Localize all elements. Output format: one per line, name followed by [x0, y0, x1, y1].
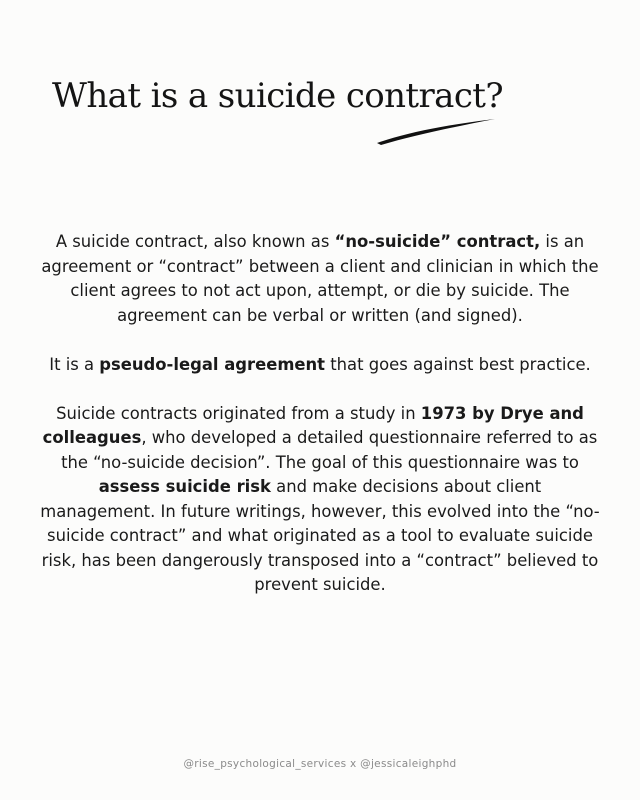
emphasis-text: “no-suicide” contract, [334, 232, 541, 251]
paragraph-text: , who developed a detailed questionnaire referred to as the “no-suicide decision”. The goal of this questionnaire was to [61, 428, 598, 472]
paragraph-text: that goes against best practice. [325, 354, 591, 374]
emphasis-text: assess suicide risk [98, 477, 271, 496]
footer-credit: @rise_psychological_services x @jessicaleighphd [183, 758, 457, 770]
paragraph-definition [40, 230, 600, 328]
paragraph-text: and make decisions about client management. In future writings, however, this evolved into the “no-suicide contract” and what originated as a tool to evaluate suicide risk, has been dangerously transposed into a “contract” believed to prevent suicide. [40, 477, 600, 594]
paragraph-text: It is a [49, 354, 100, 374]
brush-stroke-underline [375, 116, 497, 148]
emphasis-text: pseudo-legal agreement [99, 354, 326, 374]
page-title: What is a suicide contract? [52, 76, 503, 116]
paragraph-pseudo-legal [40, 353, 600, 378]
paragraph-text: Suicide contracts originated from a study in [56, 403, 421, 423]
paragraph-text: is an agreement or “contract” between a client and clinician in which the client agrees to not act upon, attempt, or die by suicide. The agreement can be verbal or written (and signed). [41, 232, 599, 325]
paragraph-origin [40, 402, 600, 598]
article-body [40, 230, 600, 622]
emphasis-text: 1973 by Drye and colleagues [42, 403, 584, 447]
paragraph-text: A suicide contract, also known as [55, 232, 335, 251]
